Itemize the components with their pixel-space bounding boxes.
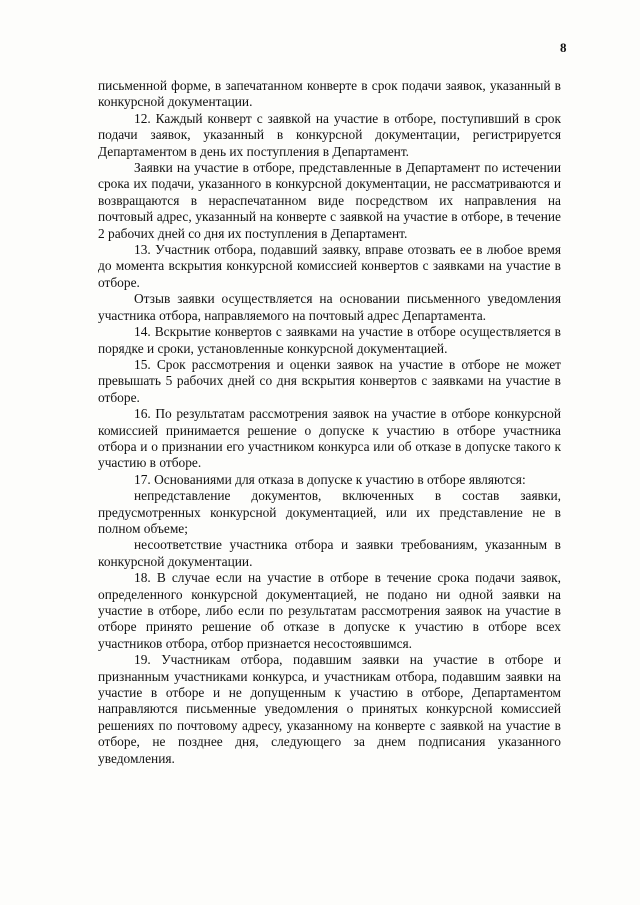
- paragraph: Отзыв заявки осуществляется на основании письменного уведомления участника отбора, направляемого на почтовый адрес Департамента.: [98, 291, 561, 323]
- page-number: 8: [560, 40, 567, 55]
- paragraph: письменной форме, в запечатанном конверте в срок подачи заявок, указанный в конкурсной документации.: [98, 78, 561, 110]
- paragraph: 18. В случае если на участие в отборе в течение срока подачи заявок, определенного конкурсной документацией, не подано ни одной заявки на участие в отборе, либо если по результатам рассмотрения заявок на участие в отборе принято решение об отказе в допуске к участию в отборе всех участников отбора, отбор признается несостоявшимся.: [98, 570, 561, 651]
- paragraph: 16. По результатам рассмотрения заявок на участие в отборе конкурсной комиссией принимается решение о допуске к участию в отборе участника отбора и о признании его участником конкурса или об отказе в допуске такого к участию в отборе.: [98, 406, 561, 471]
- paragraph: Заявки на участие в отборе, представленные в Департамент по истечении срока их подачи, указанного в конкурсной документации, не рассматриваются и возвращаются в нераспечатанном виде посредством их направления на почтовый адрес, указанный на конверте с заявкой на участие в отборе, в течение 2 рабочих дней со дня их поступления в Департамент.: [98, 160, 561, 241]
- paragraph: 19. Участникам отбора, подавшим заявки на участие в отборе и признанным участниками конкурса, и участникам отбора, подавшим заявки на участие в отборе и не допущенным к участию в отборе, Департаментом направляются письменные уведомления о принятых конкурсной комиссией решениях по почтовому адресу, указанному на конверте с заявкой на участие в отборе, не позднее дня, следующего за днем подписания указанного уведомления.: [98, 652, 561, 766]
- paragraph: непредставление документов, включенных в состав заявки, предусмотренных конкурсной документацией, или их представление не в полном объеме;: [98, 488, 561, 536]
- paragraph: 17. Основаниями для отказа в допуске к участию в отборе являются:: [134, 471, 526, 487]
- paragraph: 13. Участник отбора, подавший заявку, вправе отозвать ее в любое время до момента вскрытия конкурсной комиссией конвертов с заявками на участие в отборе.: [98, 242, 561, 290]
- paragraph: 15. Срок рассмотрения и оценки заявок на участие в отборе не может превышать 5 рабочих дней со дня вскрытия конвертов с заявками на участие в отборе.: [98, 356, 561, 405]
- document-body: [98, 78, 561, 767]
- paragraph: несоответствие участника отбора и заявки требованиям, указанным в конкурсной документации.: [98, 537, 561, 569]
- paragraph: 12. Каждый конверт с заявкой на участие в отборе, поступивший в срок подачи заявок, указанный в конкурсной документации, регистрируется Департаментом в день их поступления в Департамент.: [98, 110, 561, 159]
- paragraph: 14. Вскрытие конвертов с заявками на участие в отборе осуществляется в порядке и сроки, установленные конкурсной документацией.: [98, 324, 561, 356]
